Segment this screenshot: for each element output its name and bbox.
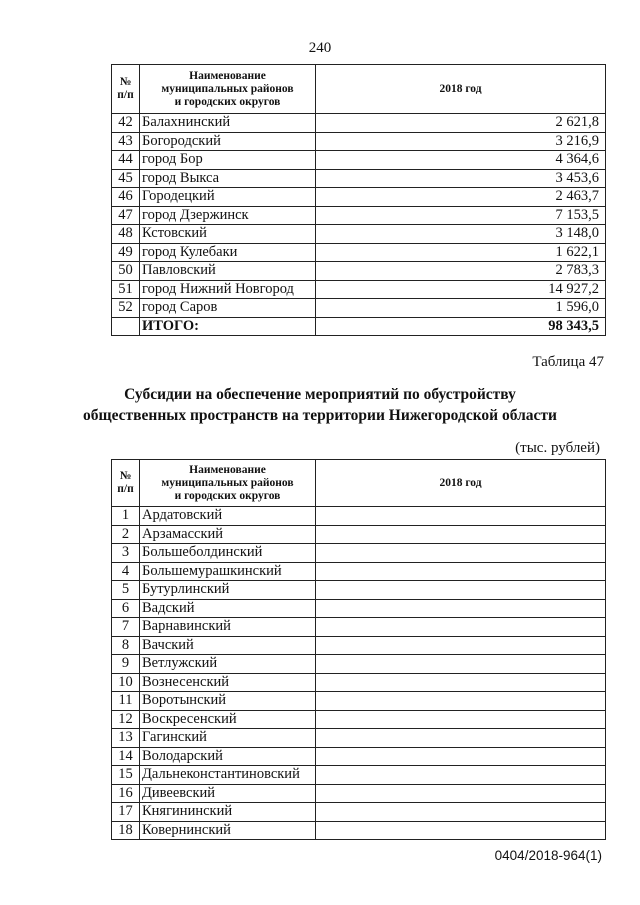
table-row — [112, 525, 606, 544]
municipality-name: Большеболдинский — [140, 544, 316, 563]
municipality-name: Варнавинский — [140, 618, 316, 637]
public-spaces-subsidy-table — [111, 459, 606, 840]
table-label: Таблица 47 — [532, 354, 604, 370]
table-row — [112, 243, 606, 262]
table-row — [112, 132, 606, 151]
row-value: 3 453,6 — [316, 169, 606, 188]
table-row — [112, 710, 606, 729]
table-row — [112, 803, 606, 822]
row-number: 15 — [112, 766, 140, 785]
municipality-name: Вачский — [140, 636, 316, 655]
row-value: 7 153,5 — [316, 206, 606, 225]
row-number: 16 — [112, 784, 140, 803]
row-number: 7 — [112, 618, 140, 637]
total-number-cell — [112, 317, 140, 336]
row-number: 18 — [112, 821, 140, 840]
row-number: 51 — [112, 280, 140, 299]
table-row — [112, 636, 606, 655]
municipality-name: Арзамасский — [140, 525, 316, 544]
header-year: 2018 год — [316, 65, 606, 114]
row-number: 45 — [112, 169, 140, 188]
row-value: 4 364,6 — [316, 151, 606, 170]
row-value — [316, 581, 606, 600]
table-row — [112, 206, 606, 225]
row-number: 6 — [112, 599, 140, 618]
row-value — [316, 525, 606, 544]
page-number: 240 — [308, 40, 332, 56]
municipality-name: Бутурлинский — [140, 581, 316, 600]
table-row — [112, 766, 606, 785]
header-municipality: Наименование муниципальных районов и городских округов — [140, 460, 316, 507]
row-number: 9 — [112, 655, 140, 674]
table-row — [112, 280, 606, 299]
row-number: 49 — [112, 243, 140, 262]
table-row — [112, 544, 606, 563]
table-row — [112, 562, 606, 581]
row-value — [316, 544, 606, 563]
row-value: 14 927,2 — [316, 280, 606, 299]
table-row — [112, 114, 606, 133]
table-row — [112, 188, 606, 207]
row-value — [316, 599, 606, 618]
row-value — [316, 692, 606, 711]
municipality-name: Воскресенский — [140, 710, 316, 729]
row-value — [316, 747, 606, 766]
table-body — [112, 114, 606, 336]
heading-line-2: общественных пространств на территории Нижегородской области — [83, 407, 557, 424]
row-number: 13 — [112, 729, 140, 748]
subsidy-table-continued — [111, 64, 606, 336]
municipality-name: Кстовский — [140, 225, 316, 244]
municipality-name: Городецкий — [140, 188, 316, 207]
row-number: 1 — [112, 507, 140, 526]
row-value — [316, 729, 606, 748]
municipality-name: Балахнинский — [140, 114, 316, 133]
header-number: № п/п — [112, 460, 140, 507]
table-header-row — [112, 460, 606, 507]
municipality-name: Дальнеконстантиновский — [140, 766, 316, 785]
row-value: 2 463,7 — [316, 188, 606, 207]
table-row — [112, 599, 606, 618]
municipality-name: город Выкса — [140, 169, 316, 188]
table-row — [112, 821, 606, 840]
table-header-row — [112, 65, 606, 114]
table-row — [112, 618, 606, 637]
row-value — [316, 673, 606, 692]
table-row — [112, 507, 606, 526]
table-row — [112, 673, 606, 692]
row-number: 52 — [112, 299, 140, 318]
row-value: 2 783,3 — [316, 262, 606, 281]
row-number: 5 — [112, 581, 140, 600]
row-value — [316, 655, 606, 674]
municipality-name: город Нижний Новгород — [140, 280, 316, 299]
row-value: 3 216,9 — [316, 132, 606, 151]
row-number: 48 — [112, 225, 140, 244]
municipality-name: Воротынский — [140, 692, 316, 711]
row-value — [316, 784, 606, 803]
row-number: 43 — [112, 132, 140, 151]
municipality-name: город Дзержинск — [140, 206, 316, 225]
row-number: 4 — [112, 562, 140, 581]
municipality-name: город Саров — [140, 299, 316, 318]
municipality-name: Володарский — [140, 747, 316, 766]
row-value — [316, 507, 606, 526]
table-row — [112, 169, 606, 188]
municipality-name: Княгининский — [140, 803, 316, 822]
row-value — [316, 803, 606, 822]
row-value — [316, 562, 606, 581]
municipality-name: Дивеевский — [140, 784, 316, 803]
row-number: 50 — [112, 262, 140, 281]
municipality-name: Павловский — [140, 262, 316, 281]
table-row — [112, 262, 606, 281]
heading-line-1: Субсидии на обеспечение мероприятий по обустройству — [124, 386, 516, 403]
row-value: 3 148,0 — [316, 225, 606, 244]
municipality-name: Большемурашкинский — [140, 562, 316, 581]
municipality-name: Ветлужский — [140, 655, 316, 674]
municipality-name: Ковернинский — [140, 821, 316, 840]
table-body — [112, 507, 606, 840]
municipality-name: город Кулебаки — [140, 243, 316, 262]
row-value — [316, 618, 606, 637]
row-number: 2 — [112, 525, 140, 544]
document-code: 0404/2018-964(1) — [494, 848, 602, 863]
table-row — [112, 692, 606, 711]
row-value — [316, 766, 606, 785]
row-value — [316, 636, 606, 655]
row-value — [316, 821, 606, 840]
table-row — [112, 729, 606, 748]
header-year: 2018 год — [316, 460, 606, 507]
table-row — [112, 784, 606, 803]
header-number: № п/п — [112, 65, 140, 114]
row-number: 3 — [112, 544, 140, 563]
total-value: 98 343,5 — [316, 317, 606, 336]
table-row — [112, 225, 606, 244]
municipality-name: Вознесенский — [140, 673, 316, 692]
table-row — [112, 151, 606, 170]
row-number: 14 — [112, 747, 140, 766]
row-number: 11 — [112, 692, 140, 711]
table-row — [112, 299, 606, 318]
header-municipality: Наименование муниципальных районов и городских округов — [140, 65, 316, 114]
municipality-name: Богородский — [140, 132, 316, 151]
municipality-name: Вадский — [140, 599, 316, 618]
table-row — [112, 581, 606, 600]
row-number: 42 — [112, 114, 140, 133]
table-heading — [0, 384, 640, 426]
total-row — [112, 317, 606, 336]
municipality-name: Гагинский — [140, 729, 316, 748]
municipality-name: город Бор — [140, 151, 316, 170]
row-value — [316, 710, 606, 729]
units-note: (тыс. рублей) — [515, 440, 600, 456]
row-number: 8 — [112, 636, 140, 655]
row-number: 17 — [112, 803, 140, 822]
row-value: 2 621,8 — [316, 114, 606, 133]
row-number: 12 — [112, 710, 140, 729]
row-number: 10 — [112, 673, 140, 692]
row-value: 1 596,0 — [316, 299, 606, 318]
total-label: ИТОГО: — [140, 317, 316, 336]
table-row — [112, 747, 606, 766]
row-value: 1 622,1 — [316, 243, 606, 262]
row-number: 46 — [112, 188, 140, 207]
row-number: 44 — [112, 151, 140, 170]
row-number: 47 — [112, 206, 140, 225]
table-row — [112, 655, 606, 674]
municipality-name: Ардатовский — [140, 507, 316, 526]
